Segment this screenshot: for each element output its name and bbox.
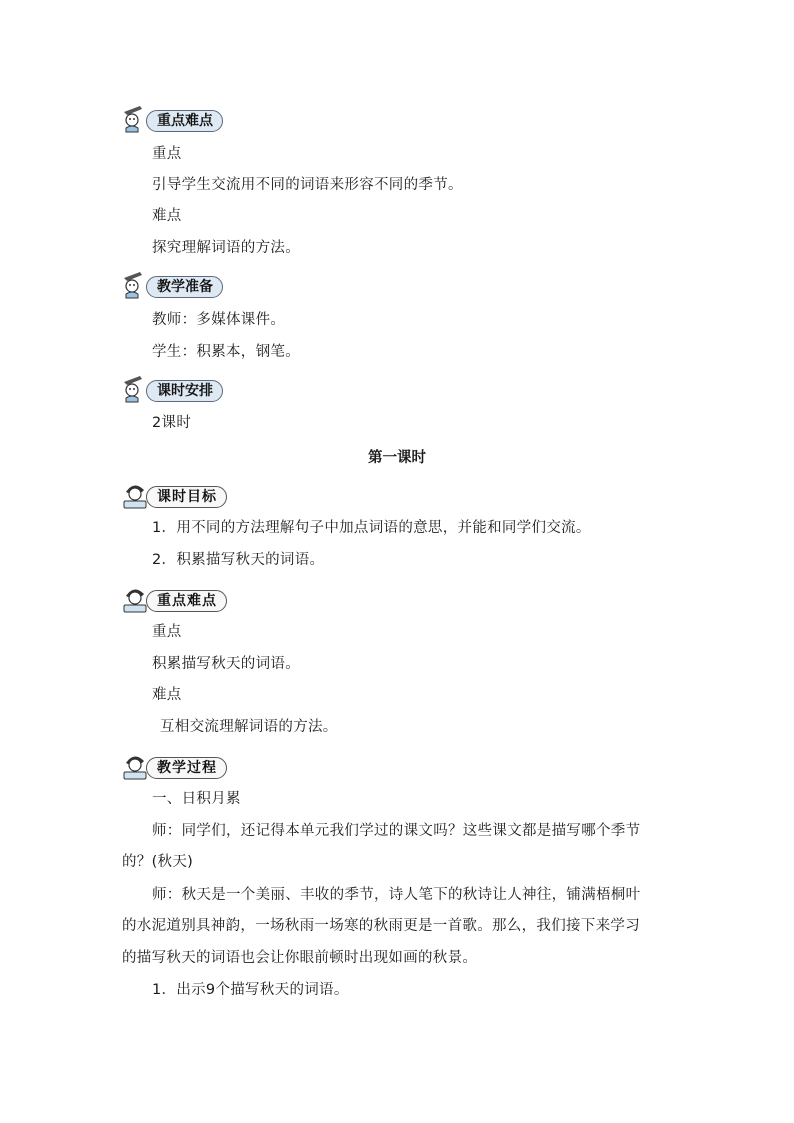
item-1: 1．出示9个描写秋天的词语。 xyxy=(152,982,349,998)
nandian-text-2: 互相交流理解词语的方法。 xyxy=(160,719,338,735)
badge-label: 重点难点 xyxy=(146,110,223,132)
zhongdian-label-2: 重点 xyxy=(152,624,182,640)
badge-label: 教学准备 xyxy=(146,276,223,298)
goal-1: 1．用不同的方法理解句子中加点词语的意思，并能和同学们交流。 xyxy=(152,520,591,536)
goal-2: 2．积累描写秋天的词语。 xyxy=(152,552,325,568)
zhongdian-text: 引导学生交流用不同的词语来形容不同的季节。 xyxy=(152,177,463,193)
paragraph-2-line-1: 师：秋天是一个美丽、丰收的季节，诗人笔下的秋诗让人神往，铺满梧桐叶 xyxy=(152,887,641,903)
section-badge-schedule xyxy=(120,374,270,404)
nandian-label: 难点 xyxy=(152,208,182,224)
badge-label: 课时目标 xyxy=(146,486,227,508)
zhongdian-label: 重点 xyxy=(152,146,182,162)
zhongdian-text-2: 积累描写秋天的词语。 xyxy=(152,656,300,672)
paragraph-1-line-2: 的？(秋天) xyxy=(122,854,194,870)
nandian-text: 探究理解词语的方法。 xyxy=(152,240,300,256)
badge-label: 重点难点 xyxy=(146,590,227,612)
paragraph-2-line-3: 的描写秋天的词语也会让你眼前顿时出现如画的秋景。 xyxy=(122,950,478,966)
lesson-title: 第一课时 xyxy=(368,450,426,466)
paragraph-2-line-2: 的水泥道别具神韵，一场秋雨一场寒的秋雨更是一首歌。那么，我们接下来学习 xyxy=(122,918,640,934)
section-badge-process xyxy=(120,751,270,781)
section-badge-goals xyxy=(120,480,270,510)
section-badge-key-points-2 xyxy=(120,584,270,614)
class-hours: 2课时 xyxy=(152,415,192,431)
student-prep: 学生：积累本，钢笔。 xyxy=(152,344,300,360)
paragraph-1-line-1: 师：同学们，还记得本单元我们学过的课文吗？这些课文都是描写哪个季节 xyxy=(152,823,641,839)
step-1-heading: 一、日积月累 xyxy=(152,791,241,807)
teacher-prep: 教师：多媒体课件。 xyxy=(152,312,286,328)
section-badge-prep xyxy=(120,270,270,300)
badge-label: 课时安排 xyxy=(146,380,223,402)
nandian-label-2: 难点 xyxy=(152,687,182,703)
badge-label: 教学过程 xyxy=(146,757,227,779)
section-badge-key-points xyxy=(120,104,270,134)
